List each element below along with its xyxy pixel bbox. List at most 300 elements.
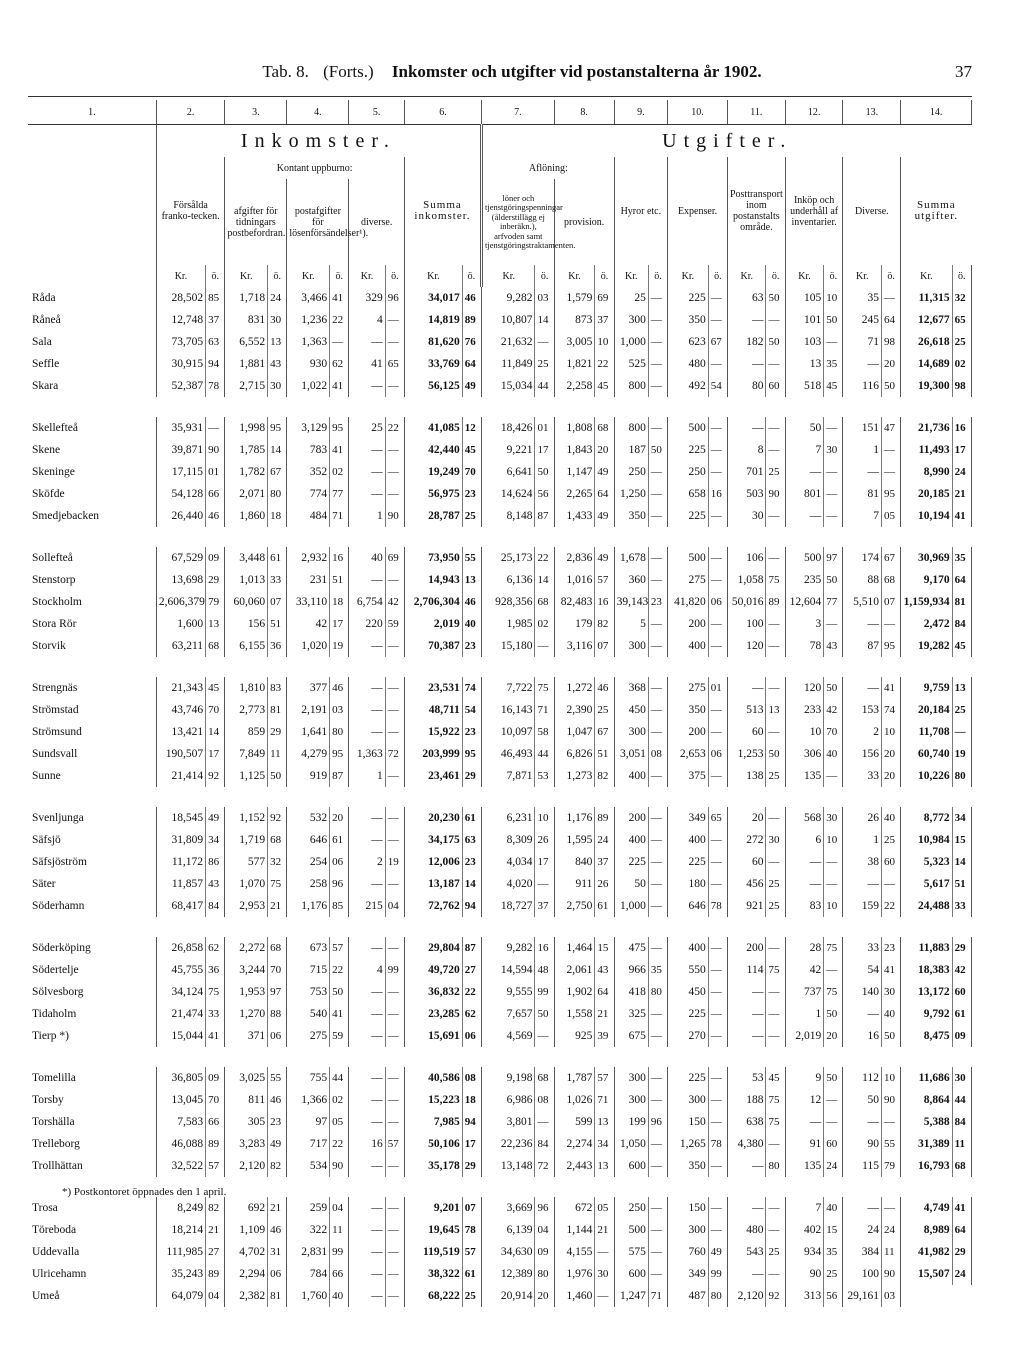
cell-kronor: 675 bbox=[614, 1025, 648, 1047]
cell-ore: — bbox=[766, 981, 785, 1003]
cell-kronor: 41,982 bbox=[901, 1241, 952, 1263]
office-name: Säfsjöström bbox=[28, 851, 156, 873]
cell-kronor: — bbox=[727, 1003, 766, 1025]
cell-ore: — bbox=[766, 439, 785, 461]
cell-kronor: 2,265 bbox=[554, 483, 595, 505]
cell-ore: — bbox=[385, 1263, 404, 1285]
cell-ore: — bbox=[385, 765, 404, 787]
cell-kronor: 840 bbox=[554, 851, 595, 873]
cell-ore: 46 bbox=[268, 1089, 287, 1111]
cell-ore: 50 bbox=[330, 981, 349, 1003]
cell-kronor: 352 bbox=[287, 461, 330, 483]
cell-kronor: — bbox=[349, 981, 385, 1003]
cell-ore: 14 bbox=[535, 309, 554, 331]
cell-ore: — bbox=[385, 1241, 404, 1263]
cell-kronor: 1,464 bbox=[554, 937, 595, 959]
cell-kronor: — bbox=[349, 829, 385, 851]
cell-ore: — bbox=[708, 851, 727, 873]
office-name: Sala bbox=[28, 331, 156, 353]
cell-kronor: 1 bbox=[843, 439, 882, 461]
cell-ore: 89 bbox=[595, 807, 614, 829]
cell-ore: 25 bbox=[766, 461, 785, 483]
cell-ore: — bbox=[766, 937, 785, 959]
cell-ore: 02 bbox=[330, 461, 349, 483]
cell-kronor: 1,953 bbox=[225, 981, 268, 1003]
cell-ore: 97 bbox=[268, 981, 287, 1003]
cell-kronor: 31,389 bbox=[901, 1133, 952, 1155]
cell-kronor: 20,914 bbox=[481, 1285, 534, 1307]
cell-kronor: 350 bbox=[614, 505, 648, 527]
cell-kronor: 10,097 bbox=[481, 721, 534, 743]
cell-ore: 92 bbox=[766, 1285, 785, 1307]
cell-ore: 49 bbox=[595, 547, 614, 569]
unit-ore: ö. bbox=[648, 265, 667, 287]
cell-ore: 14 bbox=[268, 439, 287, 461]
cell-kronor: 34,017 bbox=[404, 287, 462, 309]
cell-kronor: — bbox=[727, 981, 766, 1003]
cell-kronor: — bbox=[843, 461, 882, 483]
cell-kronor: 2,071 bbox=[225, 483, 268, 505]
cell-ore: 11 bbox=[330, 1219, 349, 1241]
cell-kronor: 87 bbox=[843, 635, 882, 657]
cell-kronor: 32,522 bbox=[156, 1155, 205, 1177]
cell-ore: 61 bbox=[462, 807, 481, 829]
table-row bbox=[28, 439, 972, 461]
cell-ore: 61 bbox=[330, 829, 349, 851]
cell-ore: 48 bbox=[535, 959, 554, 981]
unit-kr: Kr. bbox=[287, 265, 330, 287]
cell-kronor: — bbox=[349, 721, 385, 743]
cell-ore: 46 bbox=[462, 591, 481, 613]
cell-kronor: 8,990 bbox=[901, 461, 952, 483]
cell-ore: 15 bbox=[952, 829, 971, 851]
cell-kronor: 2,750 bbox=[554, 895, 595, 917]
cell-ore: 29 bbox=[206, 569, 225, 591]
cell-kronor: 2,706,304 bbox=[404, 591, 462, 613]
cell-ore: 14 bbox=[462, 873, 481, 895]
cell-ore: — bbox=[648, 547, 667, 569]
cell-kronor: 1,600 bbox=[156, 613, 205, 635]
office-name: Strömsund bbox=[28, 721, 156, 743]
cell-kronor: 1,433 bbox=[554, 505, 595, 527]
office-name: Sollefteå bbox=[28, 547, 156, 569]
cell-kronor: 1,881 bbox=[225, 353, 268, 375]
cell-ore: 21 bbox=[595, 1219, 614, 1241]
cell-ore: 49 bbox=[708, 1241, 727, 1263]
cell-kronor: 322 bbox=[287, 1219, 330, 1241]
cell-ore: — bbox=[708, 1155, 727, 1177]
cell-ore: 02 bbox=[535, 613, 554, 635]
cell-ore: 50 bbox=[824, 309, 843, 331]
cell-ore: 90 bbox=[881, 1089, 900, 1111]
cell-ore: 78 bbox=[708, 895, 727, 917]
cell-kronor: 14,594 bbox=[481, 959, 534, 981]
cell-ore: 34 bbox=[595, 1133, 614, 1155]
cell-ore: 13 bbox=[595, 1111, 614, 1133]
cell-kronor: — bbox=[727, 677, 766, 699]
cell-ore: 65 bbox=[385, 353, 404, 375]
office-name: Trosa bbox=[28, 1197, 156, 1219]
cell-kronor: 599 bbox=[554, 1111, 595, 1133]
cell-kronor: 38,322 bbox=[404, 1263, 462, 1285]
cell-kronor: 2,653 bbox=[668, 743, 709, 765]
cell-kronor: 53 bbox=[727, 1067, 766, 1089]
cell-ore: 54 bbox=[462, 699, 481, 721]
table-row bbox=[28, 807, 972, 829]
cell-kronor: 49,720 bbox=[404, 959, 462, 981]
cell-ore: 30 bbox=[268, 375, 287, 397]
cell-kronor: 400 bbox=[614, 765, 648, 787]
cell-kronor: 3,669 bbox=[481, 1197, 534, 1219]
column-number-row bbox=[28, 100, 972, 125]
cell-kronor: 2,932 bbox=[287, 547, 330, 569]
cell-kronor: 78 bbox=[785, 635, 824, 657]
cell-ore: — bbox=[708, 873, 727, 895]
cell-ore: 64 bbox=[462, 353, 481, 375]
cell-kronor: 100 bbox=[727, 613, 766, 635]
cell-ore: — bbox=[708, 1219, 727, 1241]
cell-ore: 68 bbox=[206, 635, 225, 657]
cell-ore: 29 bbox=[462, 1155, 481, 1177]
cell-ore: — bbox=[385, 635, 404, 657]
cell-ore: 55 bbox=[881, 1133, 900, 1155]
cell-kronor: 24,488 bbox=[901, 895, 952, 917]
cell-kronor: 623 bbox=[668, 331, 709, 353]
cell-ore: — bbox=[648, 721, 667, 743]
cell-kronor: 20 bbox=[727, 807, 766, 829]
cell-ore: — bbox=[766, 353, 785, 375]
cell-ore: — bbox=[708, 829, 727, 851]
cell-ore: 66 bbox=[206, 483, 225, 505]
cell-ore: 36 bbox=[206, 959, 225, 981]
cell-ore: — bbox=[385, 331, 404, 353]
cell-ore: — bbox=[824, 765, 843, 787]
table-row bbox=[28, 873, 972, 895]
cell-ore: — bbox=[708, 547, 727, 569]
cell-kronor: — bbox=[349, 1285, 385, 1307]
cell-kronor: 1 bbox=[785, 1003, 824, 1025]
cell-kronor: 71 bbox=[843, 331, 882, 353]
cell-ore: 62 bbox=[462, 1003, 481, 1025]
cell-ore: 50 bbox=[824, 1003, 843, 1025]
cell-kronor: 103 bbox=[785, 331, 824, 353]
cell-ore: 51 bbox=[268, 613, 287, 635]
cell-kronor: 115 bbox=[843, 1155, 882, 1177]
cell-kronor: — bbox=[349, 569, 385, 591]
cell-kronor: 15,691 bbox=[404, 1025, 462, 1047]
cell-ore: 41 bbox=[881, 959, 900, 981]
cell-kronor: 1,782 bbox=[225, 461, 268, 483]
cell-kronor: 2 bbox=[349, 851, 385, 873]
cell-ore: 08 bbox=[462, 1067, 481, 1089]
cell-ore: 95 bbox=[330, 743, 349, 765]
cell-kronor: 6,754 bbox=[349, 591, 385, 613]
unit-kr: Kr. bbox=[225, 265, 268, 287]
cell-ore: — bbox=[385, 873, 404, 895]
cell-ore: 01 bbox=[708, 677, 727, 699]
cell-kronor: 120 bbox=[785, 677, 824, 699]
cell-kronor: 7,583 bbox=[156, 1111, 205, 1133]
office-name: Söderköping bbox=[28, 937, 156, 959]
cell-ore: — bbox=[708, 1111, 727, 1133]
cell-kronor: 180 bbox=[668, 873, 709, 895]
cell-ore: — bbox=[766, 505, 785, 527]
cell-ore: — bbox=[648, 807, 667, 829]
cell-ore: 10 bbox=[881, 721, 900, 743]
cell-kronor: 39,143 bbox=[614, 591, 648, 613]
table-row bbox=[28, 1263, 972, 1285]
cell-ore: 96 bbox=[535, 1197, 554, 1219]
table-row bbox=[28, 331, 972, 353]
cell-kronor: 753 bbox=[287, 981, 330, 1003]
cell-kronor: 30 bbox=[727, 505, 766, 527]
cell-ore: — bbox=[824, 613, 843, 635]
cell-ore: — bbox=[824, 505, 843, 527]
cell-ore: 06 bbox=[330, 851, 349, 873]
cell-ore: 43 bbox=[824, 635, 843, 657]
cell-ore: 63 bbox=[462, 829, 481, 851]
cell-ore: 44 bbox=[535, 375, 554, 397]
cell-ore: — bbox=[708, 699, 727, 721]
cell-ore: — bbox=[824, 483, 843, 505]
header-provision: provision. bbox=[554, 179, 614, 265]
cell-ore: 61 bbox=[952, 1003, 971, 1025]
cell-ore: 24 bbox=[824, 1155, 843, 1177]
cell-kronor: 34,630 bbox=[481, 1241, 534, 1263]
cell-kronor: 450 bbox=[614, 699, 648, 721]
cell-kronor: 120 bbox=[727, 635, 766, 657]
cell-kronor: 16 bbox=[843, 1025, 882, 1047]
cell-ore: 61 bbox=[595, 895, 614, 917]
cell-kronor: 755 bbox=[287, 1067, 330, 1089]
cell-kronor: 300 bbox=[614, 309, 648, 331]
cell-kronor: 737 bbox=[785, 981, 824, 1003]
cell-kronor: — bbox=[349, 375, 385, 397]
cell-kronor: 6 bbox=[785, 829, 824, 851]
cell-ore: 14 bbox=[952, 851, 971, 873]
cell-kronor: 1,026 bbox=[554, 1089, 595, 1111]
cell-ore: 42 bbox=[952, 959, 971, 981]
cell-kronor: 22,236 bbox=[481, 1133, 534, 1155]
cell-kronor: 24 bbox=[843, 1219, 882, 1241]
cell-ore: 81 bbox=[268, 699, 287, 721]
cell-ore: 65 bbox=[952, 309, 971, 331]
cell-ore: 92 bbox=[206, 765, 225, 787]
cell-kronor: 873 bbox=[554, 309, 595, 331]
cell-kronor: 577 bbox=[225, 851, 268, 873]
cell-ore: 49 bbox=[268, 1133, 287, 1155]
cell-kronor: 400 bbox=[668, 829, 709, 851]
cell-kronor: 1 bbox=[843, 829, 882, 851]
cell-kronor: 540 bbox=[287, 1003, 330, 1025]
cell-kronor: 50,106 bbox=[404, 1133, 462, 1155]
cell-kronor: 16,793 bbox=[901, 1155, 952, 1177]
cell-kronor: — bbox=[349, 1263, 385, 1285]
cell-kronor: 692 bbox=[225, 1197, 268, 1219]
cell-kronor: 450 bbox=[668, 981, 709, 1003]
cell-ore: 03 bbox=[535, 287, 554, 309]
cell-kronor: 7,722 bbox=[481, 677, 534, 699]
cell-kronor: 8,148 bbox=[481, 505, 534, 527]
cell-ore: — bbox=[535, 331, 554, 353]
cell-ore: 23 bbox=[462, 851, 481, 873]
cell-ore: 26 bbox=[595, 873, 614, 895]
cell-kronor: 10 bbox=[785, 721, 824, 743]
cell-kronor: — bbox=[349, 873, 385, 895]
cell-kronor: 928,356 bbox=[481, 591, 534, 613]
cell-kronor: — bbox=[349, 937, 385, 959]
cell-ore: — bbox=[648, 353, 667, 375]
cell-ore: 75 bbox=[824, 937, 843, 959]
group-utgifter: Utgifter. bbox=[662, 129, 793, 152]
cell-ore: 80 bbox=[708, 1285, 727, 1307]
cell-ore: 46 bbox=[206, 505, 225, 527]
cell-kronor: 2,606,379 bbox=[156, 591, 205, 613]
cell-ore: 82 bbox=[595, 765, 614, 787]
column-number: 13. bbox=[843, 100, 901, 125]
cell-kronor: 70,387 bbox=[404, 635, 462, 657]
cell-ore: 68 bbox=[881, 569, 900, 591]
cell-kronor: 38 bbox=[843, 851, 882, 873]
cell-kronor: 1,047 bbox=[554, 721, 595, 743]
cell-ore: — bbox=[648, 505, 667, 527]
cell-ore: 33 bbox=[268, 569, 287, 591]
cell-ore: 09 bbox=[206, 547, 225, 569]
cell-kronor: 140 bbox=[843, 981, 882, 1003]
cell-ore: 86 bbox=[206, 851, 225, 873]
cell-kronor: 199 bbox=[614, 1111, 648, 1133]
cell-kronor: 12,748 bbox=[156, 309, 205, 331]
cell-ore: — bbox=[708, 309, 727, 331]
cell-kronor: 3,801 bbox=[481, 1111, 534, 1133]
column-number: 10. bbox=[668, 100, 728, 125]
cell-ore: — bbox=[535, 1025, 554, 1047]
cell-ore: 21 bbox=[268, 895, 287, 917]
office-name: Sköfde bbox=[28, 483, 156, 505]
cell-kronor: 235 bbox=[785, 569, 824, 591]
cell-ore: 50 bbox=[824, 569, 843, 591]
cell-ore: — bbox=[595, 1241, 614, 1263]
cell-ore: 87 bbox=[535, 505, 554, 527]
cell-ore: 41 bbox=[952, 1197, 971, 1219]
cell-ore: — bbox=[648, 1089, 667, 1111]
cell-kronor: 1,000 bbox=[614, 895, 648, 917]
cell-kronor: — bbox=[843, 677, 882, 699]
cell-ore: 50 bbox=[881, 375, 900, 397]
cell-kronor: 2,390 bbox=[554, 699, 595, 721]
cell-ore: 94 bbox=[462, 895, 481, 917]
cell-ore: — bbox=[535, 873, 554, 895]
cell-kronor: 187 bbox=[614, 439, 648, 461]
cell-ore: — bbox=[385, 721, 404, 743]
table-row bbox=[28, 743, 972, 765]
cell-kronor: 50,016 bbox=[727, 591, 766, 613]
cell-ore: 25 bbox=[462, 505, 481, 527]
unit-kr: Kr. bbox=[156, 265, 205, 287]
office-name: Sölvesborg bbox=[28, 981, 156, 1003]
cell-kronor: 600 bbox=[614, 1263, 648, 1285]
cell-kronor: 16 bbox=[349, 1133, 385, 1155]
cell-ore: 75 bbox=[766, 569, 785, 591]
cell-ore: 54 bbox=[708, 375, 727, 397]
cell-ore: — bbox=[766, 1263, 785, 1285]
cell-kronor: 1,273 bbox=[554, 765, 595, 787]
cell-kronor: 18,214 bbox=[156, 1219, 205, 1241]
cell-ore: 24 bbox=[952, 1263, 971, 1285]
cell-ore: 46 bbox=[595, 677, 614, 699]
cell-ore: 60 bbox=[766, 375, 785, 397]
cell-ore: — bbox=[648, 1241, 667, 1263]
cell-kronor: 492 bbox=[668, 375, 709, 397]
cell-kronor: 1,579 bbox=[554, 287, 595, 309]
office-name: Stora Rör bbox=[28, 613, 156, 635]
cell-kronor: 2,472 bbox=[901, 613, 952, 635]
cell-kronor: 513 bbox=[727, 699, 766, 721]
cell-kronor: 15,044 bbox=[156, 1025, 205, 1047]
cell-kronor: 2 bbox=[843, 721, 882, 743]
cell-ore: — bbox=[648, 1133, 667, 1155]
cell-ore: — bbox=[824, 959, 843, 981]
table-row bbox=[28, 829, 972, 851]
cell-ore: 71 bbox=[330, 505, 349, 527]
cell-ore: 33 bbox=[206, 1003, 225, 1025]
cell-kronor: 1,641 bbox=[287, 721, 330, 743]
group-spacer bbox=[28, 527, 972, 547]
cell-kronor: 8,475 bbox=[901, 1025, 952, 1047]
cell-kronor: 80 bbox=[727, 375, 766, 397]
cell-kronor: 9,282 bbox=[481, 287, 534, 309]
cell-kronor: 1,366 bbox=[287, 1089, 330, 1111]
unit-ore: ö. bbox=[535, 265, 554, 287]
cell-ore: 75 bbox=[766, 1111, 785, 1133]
cell-ore: — bbox=[385, 1003, 404, 1025]
group-spacer bbox=[28, 657, 972, 677]
cell-kronor: 1,272 bbox=[554, 677, 595, 699]
cell-kronor: 9,282 bbox=[481, 937, 534, 959]
header-diverse-inkomster: diverse. bbox=[349, 179, 405, 265]
cell-ore: 49 bbox=[206, 807, 225, 829]
cell-kronor: — bbox=[349, 807, 385, 829]
cell-ore: 23 bbox=[462, 635, 481, 657]
cell-ore: — bbox=[766, 309, 785, 331]
cell-ore: 70 bbox=[206, 1089, 225, 1111]
cell-ore: 17 bbox=[462, 1133, 481, 1155]
cell-kronor: 15,223 bbox=[404, 1089, 462, 1111]
cell-kronor: 1,998 bbox=[225, 417, 268, 439]
cell-ore: 23 bbox=[268, 1111, 287, 1133]
cell-ore: 53 bbox=[535, 765, 554, 787]
cell-kronor: — bbox=[843, 353, 882, 375]
cell-ore: 42 bbox=[824, 699, 843, 721]
office-name: Umeå bbox=[28, 1285, 156, 1307]
cell-kronor: 1,719 bbox=[225, 829, 268, 851]
cell-ore: — bbox=[766, 1003, 785, 1025]
cell-kronor: 518 bbox=[785, 375, 824, 397]
cell-ore: 82 bbox=[268, 1155, 287, 1177]
cell-kronor: 2,019 bbox=[785, 1025, 824, 1047]
cell-kronor: 73,705 bbox=[156, 331, 205, 353]
cell-kronor: 11,315 bbox=[901, 287, 952, 309]
cell-kronor: 21,632 bbox=[481, 331, 534, 353]
cell-ore: 72 bbox=[385, 743, 404, 765]
cell-kronor: 12,389 bbox=[481, 1263, 534, 1285]
cell-ore: 95 bbox=[330, 417, 349, 439]
cell-ore: — bbox=[708, 765, 727, 787]
cell-ore: — bbox=[708, 439, 727, 461]
cell-ore: — bbox=[648, 483, 667, 505]
cell-kronor: 384 bbox=[843, 1241, 882, 1263]
cell-kronor: 300 bbox=[668, 1219, 709, 1241]
